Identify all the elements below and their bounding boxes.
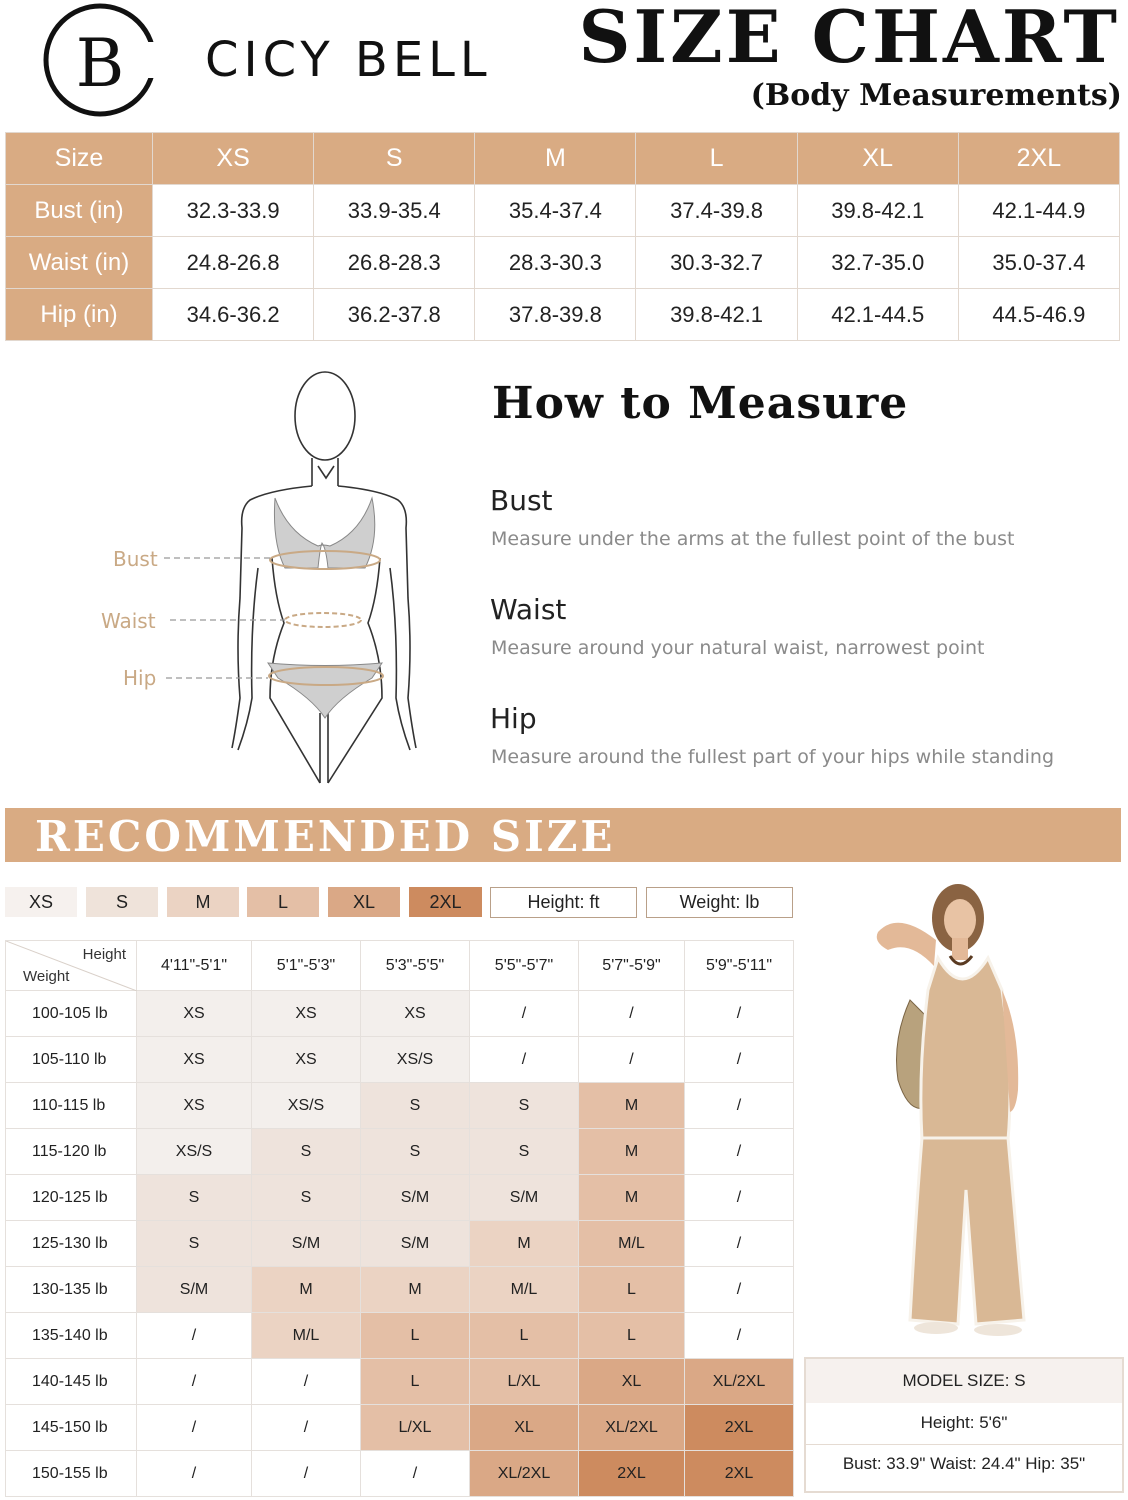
weight-cell: 140-145 lb (6, 1359, 137, 1405)
header-cell: L (636, 133, 797, 185)
size-cell: XL (470, 1405, 579, 1451)
figure-label-bust: Bust (113, 547, 158, 571)
size-cell: L (579, 1313, 685, 1359)
size-cell: XS (361, 991, 470, 1037)
size-cell: / (685, 1175, 794, 1221)
height-header-cell: 4'11"-5'1" (137, 941, 252, 991)
table-cell: 34.6-36.2 (153, 289, 314, 341)
size-cell: XL (579, 1359, 685, 1405)
model-size: MODEL SIZE: S (806, 1359, 1122, 1403)
size-cell: M/L (470, 1267, 579, 1313)
weight-cell: 130-135 lb (6, 1267, 137, 1313)
table-row (6, 237, 1120, 289)
table-row (6, 1083, 794, 1129)
height-header-cell: 5'1"-5'3" (252, 941, 361, 991)
height-header-cell: 5'7"-5'9" (579, 941, 685, 991)
size-cell: / (685, 1037, 794, 1083)
header-cell: M (475, 133, 636, 185)
table-row (6, 1221, 794, 1267)
figure-label-hip: Hip (123, 666, 157, 690)
logo-letter: B (75, 25, 125, 102)
size-cell: XL/2XL (685, 1359, 794, 1405)
table-row (6, 1405, 794, 1451)
size-cell: S (361, 1129, 470, 1175)
table-cell: 35.4-37.4 (475, 185, 636, 237)
table-cell: 37.4-39.8 (636, 185, 797, 237)
size-cell: L (470, 1313, 579, 1359)
table-header-row (6, 941, 794, 991)
measure-hip-desc: Measure around the fullest part of your hips while standing (491, 746, 1055, 768)
table-cell: 26.8-28.3 (314, 237, 475, 289)
table-header-row (6, 133, 1120, 185)
table-cell: 28.3-30.3 (475, 237, 636, 289)
row-label: Waist (in) (6, 237, 153, 289)
model-size-card (804, 1357, 1124, 1493)
size-cell: XS (252, 1037, 361, 1083)
table-cell: 44.5-46.9 (958, 289, 1119, 341)
weight-cell: 150-155 lb (6, 1451, 137, 1497)
size-cell: M/L (579, 1221, 685, 1267)
size-cell: / (685, 1129, 794, 1175)
size-cell: / (252, 1451, 361, 1497)
size-cell: XS/S (252, 1083, 361, 1129)
header-cell: XS (153, 133, 314, 185)
size-cell: L (579, 1267, 685, 1313)
header-cell: XL (797, 133, 958, 185)
legend-swatch-m: M (167, 887, 239, 917)
weight-cell: 105-110 lb (6, 1037, 137, 1083)
size-cell: L (361, 1313, 470, 1359)
table-row (6, 1359, 794, 1405)
size-cell: / (252, 1405, 361, 1451)
size-cell: XL/2XL (470, 1451, 579, 1497)
model-measurements: Bust: 33.9" Waist: 24.4" Hip: 35" (842, 1454, 1086, 1473)
size-cell: / (137, 1451, 252, 1497)
legend-swatch-2xl: 2XL (409, 887, 482, 917)
table-cell: 37.8-39.8 (475, 289, 636, 341)
table-cell: 42.1-44.9 (958, 185, 1119, 237)
size-cell: / (685, 1267, 794, 1313)
measure-hip-heading: Hip (490, 702, 537, 735)
size-cell: XS (137, 1083, 252, 1129)
size-cell: XS (137, 1037, 252, 1083)
weight-unit-label: Weight: lb (646, 887, 793, 918)
row-label: Bust (in) (6, 185, 153, 237)
weight-cell: 135-140 lb (6, 1313, 137, 1359)
table-cell: 42.1-44.5 (797, 289, 958, 341)
table-cell: 32.3-33.9 (153, 185, 314, 237)
table-cell: 35.0-37.4 (958, 237, 1119, 289)
size-cell: M (579, 1083, 685, 1129)
size-cell: S/M (470, 1175, 579, 1221)
size-cell: / (137, 1405, 252, 1451)
size-cell: S (252, 1175, 361, 1221)
table-cell: 39.8-42.1 (636, 289, 797, 341)
table-row (6, 1175, 794, 1221)
size-cell: S (137, 1175, 252, 1221)
how-to-measure-title: How to Measure (492, 378, 909, 429)
size-cell: S/M (361, 1221, 470, 1267)
size-cell: / (361, 1451, 470, 1497)
size-cell: / (137, 1359, 252, 1405)
model-photo (858, 880, 1058, 1340)
size-cell: / (579, 991, 685, 1037)
size-cell: S/M (361, 1175, 470, 1221)
table-row (6, 991, 794, 1037)
size-cell: / (685, 991, 794, 1037)
size-cell: XL/2XL (579, 1405, 685, 1451)
legend-swatch-xl: XL (328, 887, 400, 917)
size-cell: 2XL (685, 1451, 794, 1497)
size-cell: 2XL (579, 1451, 685, 1497)
size-cell: XS (252, 991, 361, 1037)
table-cell: 30.3-32.7 (636, 237, 797, 289)
size-cell: M (579, 1129, 685, 1175)
table-cell: 24.8-26.8 (153, 237, 314, 289)
height-header-cell: 5'3"-5'5" (361, 941, 470, 991)
brand-name: CICY BELL (205, 32, 492, 88)
legend-swatch-xs: XS (5, 887, 77, 917)
table-row (6, 1129, 794, 1175)
table-row (6, 1451, 794, 1497)
weight-cell: 100-105 lb (6, 991, 137, 1037)
weight-cell: 145-150 lb (6, 1405, 137, 1451)
height-unit-label: Height: ft (490, 887, 637, 918)
size-cell: / (579, 1037, 685, 1083)
weight-cell: 110-115 lb (6, 1083, 137, 1129)
page-subtitle: (Body Measurements) (750, 78, 1122, 113)
row-label: Hip (in) (6, 289, 153, 341)
size-cell: S (252, 1129, 361, 1175)
size-cell: / (685, 1221, 794, 1267)
table-cell: 39.8-42.1 (797, 185, 958, 237)
size-cell: S (137, 1221, 252, 1267)
table-row (6, 1267, 794, 1313)
size-cell: M/L (252, 1313, 361, 1359)
size-cell: M (579, 1175, 685, 1221)
size-cell: L/XL (470, 1359, 579, 1405)
size-cell: / (470, 991, 579, 1037)
table-row (6, 1037, 794, 1083)
table-row (6, 1313, 794, 1359)
legend-swatch-s: S (86, 887, 158, 917)
weight-cell: 115-120 lb (6, 1129, 137, 1175)
table-cell: 32.7-35.0 (797, 237, 958, 289)
table-row (6, 185, 1120, 237)
size-cell: XS (137, 991, 252, 1037)
table-cell: 36.2-37.8 (314, 289, 475, 341)
size-cell: XS/S (137, 1129, 252, 1175)
size-cell: S/M (252, 1221, 361, 1267)
weight-cell: 125-130 lb (6, 1221, 137, 1267)
measure-bust-desc: Measure under the arms at the fullest point of the bust (491, 528, 1015, 550)
measure-waist-desc: Measure around your natural waist, narrowest point (491, 637, 985, 659)
size-cell: XS/S (361, 1037, 470, 1083)
size-cell: M (470, 1221, 579, 1267)
measure-waist-heading: Waist (490, 593, 567, 626)
size-cell: / (470, 1037, 579, 1083)
header-cell: 2XL (958, 133, 1119, 185)
size-cell: M (252, 1267, 361, 1313)
corner-weight-label: Weight (23, 968, 70, 985)
header-cell: Size (6, 133, 153, 185)
size-cell: S (470, 1083, 579, 1129)
height-header-cell: 5'5"-5'7" (470, 941, 579, 991)
recommended-size-banner (5, 808, 1121, 862)
size-cell: L (361, 1359, 470, 1405)
size-cell: S (470, 1129, 579, 1175)
corner-header-cell (6, 941, 137, 991)
size-cell: S/M (137, 1267, 252, 1313)
size-cell: / (685, 1083, 794, 1129)
figure-label-waist: Waist (101, 609, 156, 633)
size-cell: L/XL (361, 1405, 470, 1451)
corner-height-label: Height (82, 946, 126, 963)
brand-logo-icon (42, 2, 158, 118)
model-card-divider (806, 1444, 1122, 1445)
size-cell: / (252, 1359, 361, 1405)
body-measurements-table (5, 132, 1120, 341)
model-height: Height: 5'6" (920, 1413, 1008, 1432)
table-row (6, 289, 1120, 341)
recommended-size-title: RECOMMENDED SIZE (35, 812, 616, 861)
size-cell: 2XL (685, 1405, 794, 1451)
measure-bust-heading: Bust (490, 484, 553, 517)
weight-cell: 120-125 lb (6, 1175, 137, 1221)
recommended-size-table (5, 940, 794, 1497)
header-cell: S (314, 133, 475, 185)
legend-swatch-l: L (247, 887, 319, 917)
size-cell: / (137, 1313, 252, 1359)
size-cell: / (685, 1313, 794, 1359)
table-cell: 33.9-35.4 (314, 185, 475, 237)
body-figure-illustration (90, 368, 430, 788)
size-cell: S (361, 1083, 470, 1129)
size-cell: M (361, 1267, 470, 1313)
height-header-cell: 5'9"-5'11" (685, 941, 794, 991)
page-title: SIZE CHART (578, 0, 1120, 79)
